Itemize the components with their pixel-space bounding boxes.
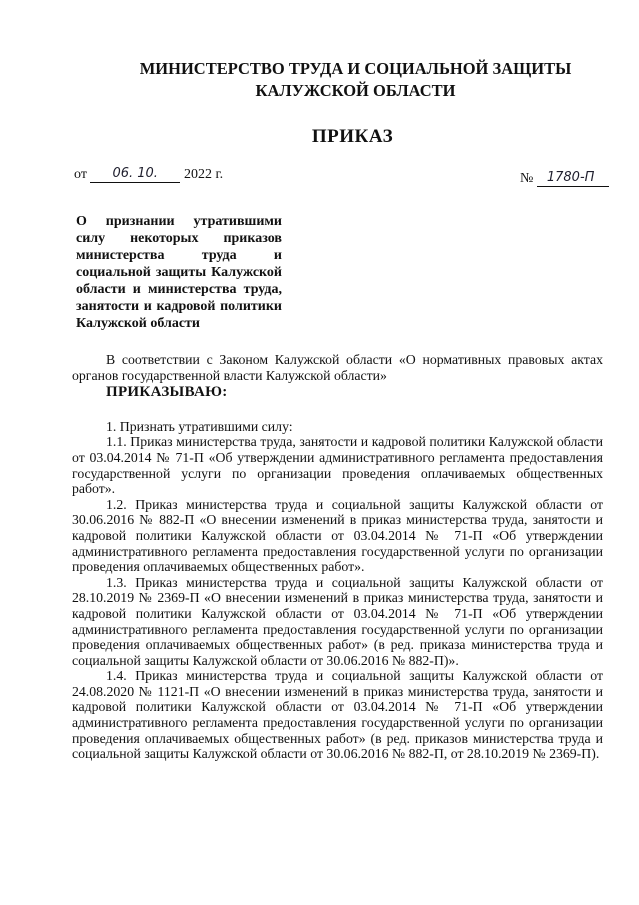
spacer xyxy=(72,401,603,419)
item-1-2: 1.2. Приказ министерства труда и социальной защиты Калужской области от 30.06.2016 № 882-П «О внесении изменений в приказ министерства труда, занятости и кадровой политики Калужской области от 03.04.2014 № 71-П «Об утверждении административного регламента предоставления государственной услуги по организации проведения оплачиваемых общественных работ». xyxy=(72,496,603,575)
ministry-name-line1: МИНИСТЕРСТВО ТРУДА И СОЦИАЛЬНОЙ ЗАЩИТЫ xyxy=(139,59,572,78)
item-1-3: 1.3. Приказ министерства труда и социальной защиты Калужской области от 28.10.2019 № 2369-П «О внесении изменений в приказ министерства труда, занятости и кадровой политики Калужской области от 03.04.2014 № 71-П «Об утверждении административного регламента предоставления государственной услуги по организации проведения оплачиваемых общественных работ» (в ред. приказа министерства труда и социальной защиты Калужской области от 30.06.2016 № 882-П)». xyxy=(72,574,603,668)
order-word: ПРИКАЗЫВАЮ: xyxy=(106,384,228,401)
preamble: В соответствии с Законом Калужской области «О нормативных правовых актах органов государственной власти Калужской области» xyxy=(72,352,603,383)
number-handwritten: 1780-П xyxy=(546,170,595,185)
document-body xyxy=(72,352,603,762)
date-year: 2022 г. xyxy=(183,167,224,182)
document-subject: О признании утратившими силу некоторых приказов министерства труда и социальной защиты Калужской области и министерства труда, занятости и кадровой политики Калужской области xyxy=(76,214,282,331)
date-row xyxy=(74,166,223,183)
ministry-header xyxy=(36,58,639,102)
number-prefix: № xyxy=(520,171,534,186)
item-1: 1. Признать утратившими силу: xyxy=(106,418,293,434)
date-prefix: от xyxy=(74,167,87,182)
document-type-title: ПРИКАЗ xyxy=(311,126,394,147)
ministry-name-line2: КАЛУЖСКОЙ ОБЛАСТИ xyxy=(255,81,456,100)
item-1-1: 1.1. Приказ министерства труда, занятости и кадровой политики Калужской области от 03.04.2014 № 71-П «Об утверждении административного регламента предоставления государственной услуги по организации проведения оплачиваемых общественных работ». xyxy=(72,434,603,497)
number-row xyxy=(520,170,609,187)
date-handwritten: 06. 10. xyxy=(112,166,158,181)
number-field xyxy=(537,170,609,187)
item-1-4: 1.4. Приказ министерства труда и социальной защиты Калужской области от 24.08.2020 № 1121-П «О внесении изменений в приказ министерства труда, занятости и кадровой политики Калужской области от 03.04.2014 № 71-П «Об утверждении административного регламента предоставления государственной услуги по организации проведения оплачиваемых общественных работ» (в ред. приказов министерства труда и социальной защиты Калужской области от 30.06.2016 № 882-П, от 28.10.2019 № 2369-П). xyxy=(72,668,603,762)
date-field xyxy=(90,166,180,183)
